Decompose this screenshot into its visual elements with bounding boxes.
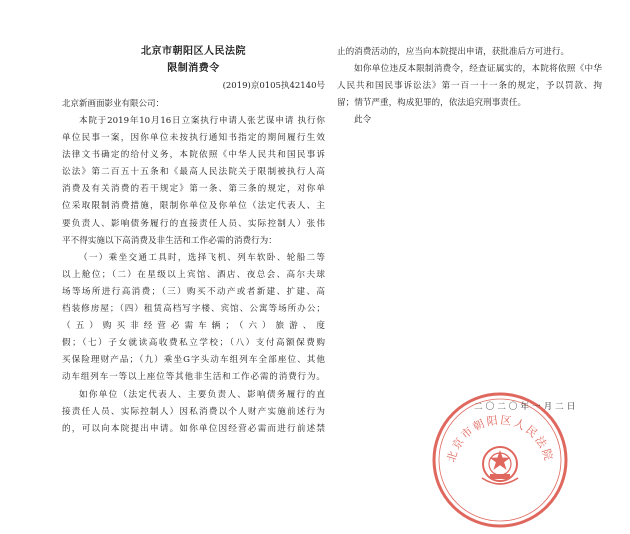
body-line: 止的消费活动的，应当向本院提出申请，获批准后方可进行。 bbox=[337, 47, 570, 57]
body-line: 平不得实施以下高消费及非生活和工作必需的消费行为： bbox=[62, 235, 277, 246]
order-body-left bbox=[62, 113, 325, 438]
body-line: 如你单位违反本限制消费令，经查证属实的，本院将依照《中华 bbox=[354, 64, 602, 75]
body-line: 消费及有关消费的若干规定》第一条、第三条的规定，对你单 bbox=[62, 184, 325, 195]
body-line: 动车组列车一等以上座位等其他非生活和工作必需的消费行为。 bbox=[62, 372, 325, 383]
body-line: 买保险理财产品；（九）乘坐G字头动车组列车全部座位、其他 bbox=[62, 355, 325, 366]
body-line: 单位民事一案，因你单位未按执行通知书指定的期间履行生效 bbox=[62, 133, 325, 144]
body-line: 法律文书确定的给付义务，本院依照《中华人民共和国民事诉 bbox=[62, 150, 325, 161]
body-line: 留；情节严重，构成犯罪的，依法追究刑事责任。 bbox=[337, 98, 527, 109]
body-line: （五）购买非经营必需车辆；（六）旅游、度 bbox=[62, 321, 325, 332]
body-line: 场等场所进行高消费；（三）购买不动产或者新建、扩建、高 bbox=[62, 286, 325, 297]
body-line: 讼法》第二百五十五条和《最高人民法院关于限制被执行人高 bbox=[62, 167, 325, 178]
case-number: (2019)京0105执42140号 bbox=[222, 81, 325, 91]
body-line: 假；（七）子女就读高收费私立学校；（八）支付高额保费购 bbox=[62, 338, 325, 349]
body-line: 以上舱位；（二）在星级以上宾馆、酒店、夜总会、高尔夫球 bbox=[62, 269, 325, 280]
document-type-heading: 限制消费令 bbox=[167, 63, 220, 74]
body-line: 的，可以向本院提出申请。如你单位因经营必需而进行前述禁 bbox=[62, 423, 325, 434]
body-line: 如你单位（法定代表人、主要负责人、影响债务履行的直 bbox=[79, 389, 325, 400]
issue-date: 二〇二〇年一月二日 bbox=[474, 402, 579, 412]
body-line: 档装修房屋；（四）租赁高档写字楼、宾馆、公寓等场所办公； bbox=[62, 304, 325, 315]
body-line: （一）乘坐交通工具时，选择飞机、列车软卧、轮船二等 bbox=[79, 252, 325, 263]
addressee-line: 北京新画面影业有限公司： bbox=[62, 99, 165, 109]
body-line: 位采取限制消费措施，限制你单位及你单位（法定代表人、主 bbox=[62, 201, 325, 212]
body-line: 接责任人员、实际控制人）因私消费以个人财产实施前述行为 bbox=[62, 406, 325, 417]
body-line: 要负责人、影响债务履行的直接责任人员、实际控制人）张伟 bbox=[62, 218, 325, 229]
body-line: 本院于2019年10月16日立案执行申请人张艺谋申请 执行你 bbox=[79, 116, 325, 126]
order-closing: 此令 bbox=[354, 115, 372, 126]
seal-ring-text: 北京市朝阳区人民法院 bbox=[444, 413, 556, 464]
court-name-heading: 北京市朝阳区人民法院 bbox=[141, 46, 246, 57]
national-emblem-icon bbox=[482, 447, 518, 484]
body-line: 人民共和国民事诉讼法》第一百一十一条的规定，予以罚款、拘 bbox=[337, 81, 602, 92]
order-body-right bbox=[337, 44, 602, 129]
